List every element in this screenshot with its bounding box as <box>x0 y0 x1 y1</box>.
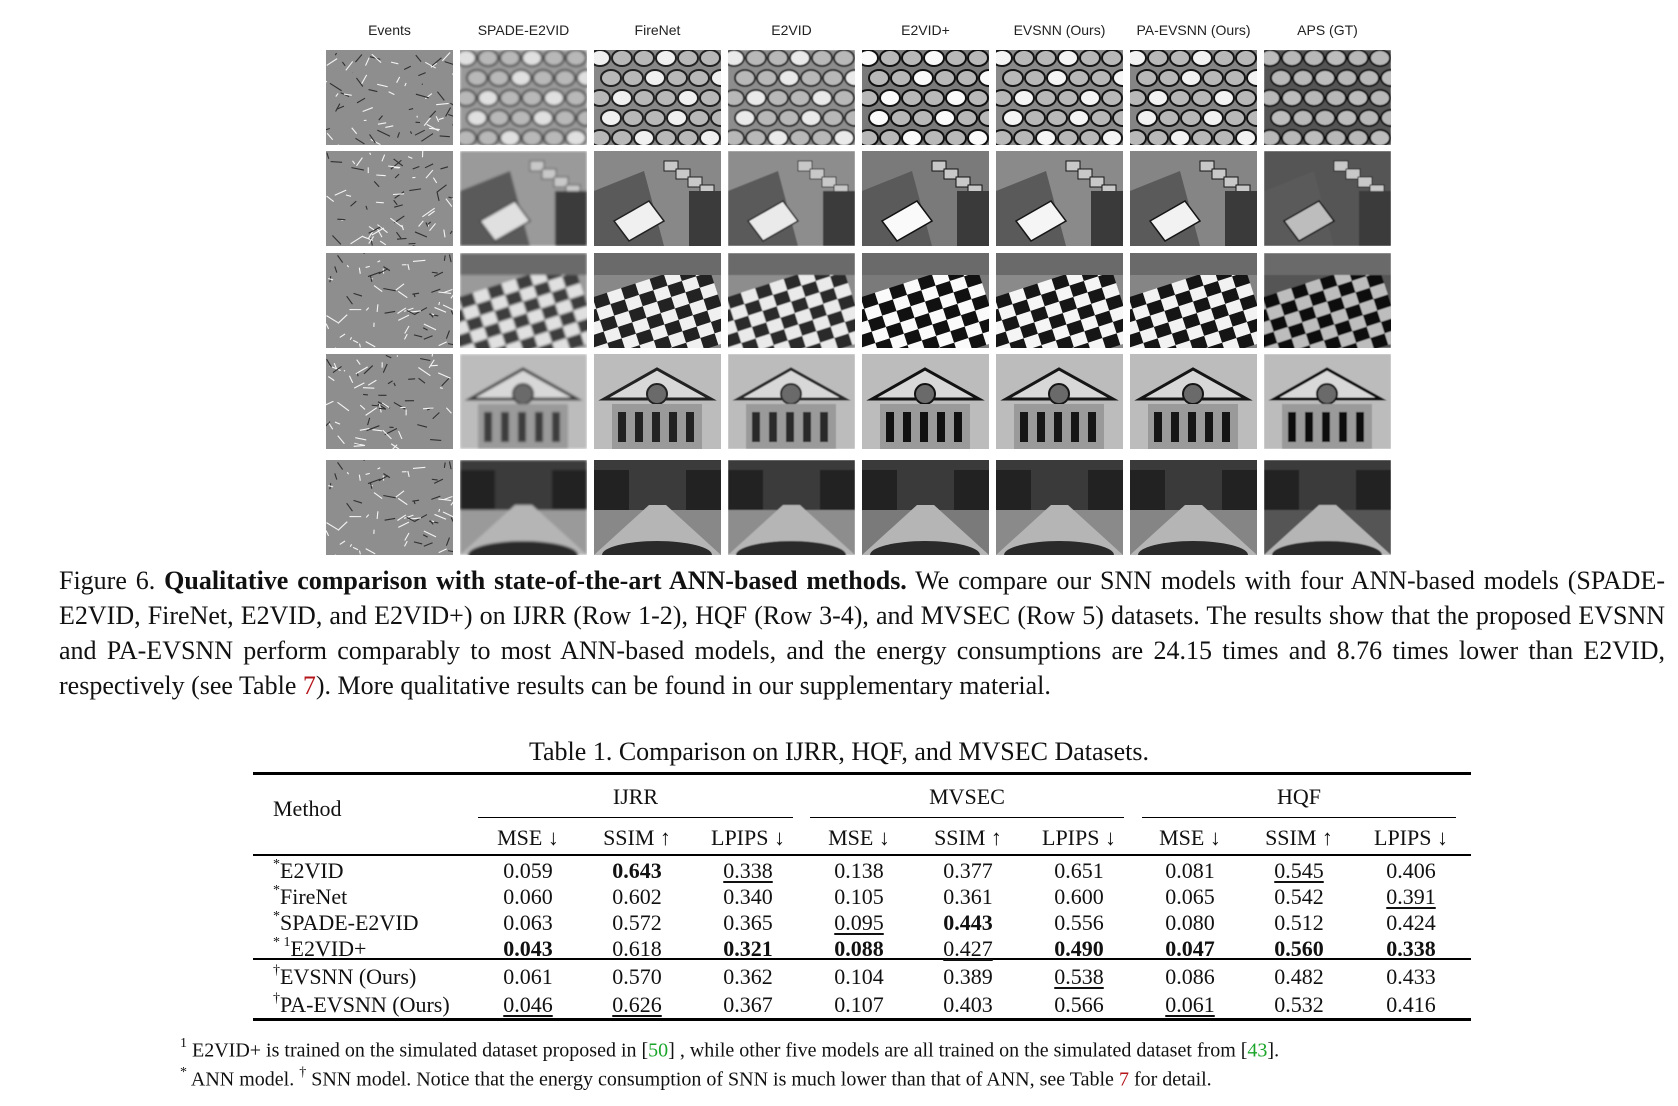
table-cell: 0.338 <box>1386 936 1436 961</box>
figure-tile-image <box>326 151 453 246</box>
figure-tile-image <box>1264 354 1391 449</box>
figure-tile-image <box>1264 253 1391 348</box>
footnote-2 <box>180 1067 1212 1092</box>
table-cell: 0.063 <box>503 910 553 935</box>
table-cell: 0.080 <box>1165 910 1215 935</box>
method-name: †EVSNN (Ours) <box>273 962 417 989</box>
figure-tile-image <box>1264 50 1391 145</box>
footnote-1-text: E2VID+ is trained on the simulated dataset proposed in [ <box>187 1039 649 1062</box>
figure-tile-image <box>862 50 989 145</box>
figure-tile <box>862 253 989 348</box>
table-cell: 0.065 <box>1165 884 1215 909</box>
figure-tile <box>1130 460 1257 555</box>
table-cell: 0.572 <box>612 910 662 935</box>
figure-tile <box>1130 50 1257 145</box>
table-cell: 0.443 <box>943 910 993 935</box>
figure-tile <box>594 50 721 145</box>
table-cell: 0.107 <box>834 992 884 1017</box>
table-cell: 0.643 <box>612 858 662 883</box>
figure-tile-image <box>326 50 453 145</box>
footnote-1 <box>180 1038 1279 1063</box>
footnote-2-mark-b: † <box>299 1065 307 1080</box>
figure-caption <box>59 563 1665 703</box>
figure-tile-image <box>996 354 1123 449</box>
table-cell: 0.424 <box>1386 910 1436 935</box>
figure-tile <box>594 460 721 555</box>
figure-tile-image <box>862 253 989 348</box>
metric-header: LPIPS ↓ <box>1042 825 1116 850</box>
figure-tile <box>728 253 855 348</box>
table-cell: 0.365 <box>723 910 773 935</box>
table-cell: 0.490 <box>1054 936 1104 961</box>
footnote-2-mark: * <box>180 1065 187 1080</box>
footnote-1-ref-50[interactable]: 50 <box>648 1039 669 1062</box>
figure-tile-image <box>728 253 855 348</box>
metric-header: SSIM ↑ <box>1265 825 1333 850</box>
caption-title: Qualitative comparison with state-of-the-art ANN-based methods. <box>164 566 907 595</box>
table-cell: 0.538 <box>1054 964 1104 989</box>
table-cell: 0.367 <box>723 992 773 1017</box>
figure-tile-image <box>996 253 1123 348</box>
metric-header: MSE ↓ <box>828 825 890 850</box>
figure-tile <box>1264 151 1391 246</box>
table-cell: 0.416 <box>1386 992 1436 1017</box>
figure-tile <box>326 151 453 246</box>
table-cell: 0.560 <box>1274 936 1324 961</box>
figure-tile-image <box>1130 460 1257 555</box>
figure-tile <box>862 354 989 449</box>
table-bottom-rule <box>253 1018 1471 1021</box>
figure-tile-image <box>460 354 587 449</box>
figure-tile-image <box>326 354 453 449</box>
figure-tile <box>996 151 1123 246</box>
figure-tile <box>996 50 1123 145</box>
column-label: E2VID+ <box>901 22 950 38</box>
table-cell: 0.542 <box>1274 884 1324 909</box>
figure-tile-image <box>326 460 453 555</box>
table-cell: 0.061 <box>503 964 553 989</box>
figure-tile-image <box>862 460 989 555</box>
figure-tile <box>728 151 855 246</box>
figure-tile-image <box>728 460 855 555</box>
table-cell: 0.105 <box>834 884 884 909</box>
figure-tile <box>862 50 989 145</box>
table-cell: 0.060 <box>503 884 553 909</box>
figure-tile-image <box>1130 50 1257 145</box>
table-cell: 0.403 <box>943 992 993 1017</box>
metric-header: SSIM ↑ <box>934 825 1002 850</box>
table-header-rule <box>253 854 1471 856</box>
figure-tile <box>862 460 989 555</box>
group-underline <box>810 817 1124 818</box>
column-label: E2VID <box>771 22 812 38</box>
table-cell: 0.361 <box>943 884 993 909</box>
table-cell: 0.088 <box>834 936 884 961</box>
table-top-rule <box>253 772 1471 775</box>
table-cell: 0.043 <box>503 936 553 961</box>
dataset-group-header: IJRR <box>612 784 659 809</box>
figure-tile-image <box>460 460 587 555</box>
figure-tile <box>594 253 721 348</box>
figure-tile-image <box>460 50 587 145</box>
table-cell: 0.532 <box>1274 992 1324 1017</box>
figure-tile-image <box>460 253 587 348</box>
table-cell: 0.600 <box>1054 884 1104 909</box>
column-label: Events <box>368 22 411 38</box>
table-cell: 0.047 <box>1165 936 1215 961</box>
figure-tile-image <box>996 151 1123 246</box>
figure-tile-image <box>460 151 587 246</box>
figure-tile <box>1264 50 1391 145</box>
figure-tile <box>326 460 453 555</box>
caption-body-end: ). More qualitative results can be found in our supplementary material. <box>315 671 1051 700</box>
table-cell: 0.104 <box>834 964 884 989</box>
footnote-2-text: ANN model. <box>187 1068 300 1091</box>
figure-tile <box>1264 253 1391 348</box>
caption-body: We compare our SNN models with four ANN-based models (SPADE-E2VID, FireNet, E2VID, and E2VID+) on IJRR (Row 1-2), HQF (Row 3-4), and MVSEC (Row 5) datasets. The results show that the proposed EVSNN and PA-EVSNN perform comparably to most ANN-based models, and the energy consumptions are 24.15 times and 8.76 times lower than E2VID, respectively (see Table <box>59 566 1666 700</box>
figure-tile-image <box>862 151 989 246</box>
footnote-2-text-2: SNN model. Notice that the energy consumption of SNN is much lower than that of ANN, see Table <box>306 1068 1119 1091</box>
column-label: SPADE-E2VID <box>477 22 570 38</box>
method-name: *SPADE-E2VID <box>273 908 419 935</box>
figure-tile <box>326 253 453 348</box>
table-cell: 0.338 <box>723 858 773 883</box>
metric-header: LPIPS ↓ <box>711 825 785 850</box>
dataset-group-header: MVSEC <box>929 784 1005 809</box>
table-cell: 0.059 <box>503 858 553 883</box>
group-underline <box>478 817 793 818</box>
figure-tile-image <box>862 354 989 449</box>
table-cell: 0.391 <box>1386 884 1436 909</box>
method-name: *E2VID <box>273 856 344 883</box>
figure-tile-image <box>594 354 721 449</box>
table-cell: 0.389 <box>943 964 993 989</box>
caption-table-ref[interactable]: 7 <box>302 671 316 700</box>
figure-tile <box>996 460 1123 555</box>
figure-tile-image <box>996 460 1123 555</box>
column-label: APS (GT) <box>1297 22 1358 38</box>
footnote-2-table-ref[interactable]: 7 <box>1118 1068 1129 1091</box>
metric-header: MSE ↓ <box>497 825 559 850</box>
figure-tile-image <box>728 50 855 145</box>
figure-tile <box>1130 151 1257 246</box>
table-cell: 0.545 <box>1274 858 1324 883</box>
table-cell: 0.081 <box>1165 858 1215 883</box>
table-cell: 0.377 <box>943 858 993 883</box>
metric-header: MSE ↓ <box>1159 825 1221 850</box>
footnote-1-text-3: ]. <box>1267 1039 1280 1062</box>
figure-tile <box>326 354 453 449</box>
footnote-1-text-2: ] , while other five models are all trained on the simulated dataset from [ <box>668 1039 1248 1062</box>
table-cell: 0.061 <box>1165 992 1215 1017</box>
table-cell: 0.618 <box>612 936 662 961</box>
figure-tile <box>326 50 453 145</box>
metric-header: SSIM ↑ <box>603 825 671 850</box>
table-cell: 0.626 <box>612 992 662 1017</box>
figure-tile-image <box>326 253 453 348</box>
figure-tile-image <box>594 460 721 555</box>
figure-tile-image <box>1130 253 1257 348</box>
table-cell: 0.321 <box>723 936 773 961</box>
dataset-group-header: HQF <box>1276 784 1321 809</box>
table-cell: 0.046 <box>503 992 553 1017</box>
table-cell: 0.602 <box>612 884 662 909</box>
figure-tile <box>460 354 587 449</box>
column-label: EVSNN (Ours) <box>1013 22 1106 38</box>
column-label: PA-EVSNN (Ours) <box>1136 22 1251 38</box>
table-cell: 0.406 <box>1386 858 1436 883</box>
caption-label: Figure 6. <box>59 566 156 595</box>
figure-tile-image <box>1264 460 1391 555</box>
table-cell: 0.138 <box>834 858 884 883</box>
figure-tile-image <box>728 354 855 449</box>
figure-tile <box>728 354 855 449</box>
table-cell: 0.570 <box>612 964 662 989</box>
figure-tile <box>728 50 855 145</box>
figure-tile <box>594 151 721 246</box>
figure-tile <box>1130 253 1257 348</box>
figure-tile <box>460 253 587 348</box>
table-cell: 0.362 <box>723 964 773 989</box>
table-cell: 0.556 <box>1054 910 1104 935</box>
figure-tile-image <box>1130 151 1257 246</box>
figure-tile-image <box>996 50 1123 145</box>
method-name: *FireNet <box>273 882 348 909</box>
table-cell: 0.086 <box>1165 964 1215 989</box>
method-name: * $^1$E2VID+ <box>273 934 367 961</box>
figure-tile <box>1130 354 1257 449</box>
figure-tile <box>728 460 855 555</box>
footnote-1-ref-43[interactable]: 43 <box>1247 1039 1268 1062</box>
figure-column-labels <box>326 22 1396 46</box>
table-cell: 0.433 <box>1386 964 1436 989</box>
method-header: Method <box>273 796 342 821</box>
figure-tile <box>460 460 587 555</box>
table-cell: 0.512 <box>1274 910 1324 935</box>
figure-tile-image <box>594 253 721 348</box>
table-cell: 0.340 <box>723 884 773 909</box>
method-name: †PA-EVSNN (Ours) <box>273 990 450 1017</box>
figure-tile-image <box>1130 354 1257 449</box>
figure-tile <box>460 151 587 246</box>
metric-header: LPIPS ↓ <box>1374 825 1448 850</box>
figure-tile-image <box>594 151 721 246</box>
column-label: FireNet <box>634 22 681 38</box>
table-cell: 0.651 <box>1054 858 1104 883</box>
table-cell: 0.566 <box>1054 992 1104 1017</box>
table-cell: 0.427 <box>943 936 993 961</box>
figure-tile <box>996 354 1123 449</box>
figure-tile <box>862 151 989 246</box>
figure-tile <box>1264 460 1391 555</box>
figure-tile <box>460 50 587 145</box>
figure-tile <box>1264 354 1391 449</box>
figure-tile <box>594 354 721 449</box>
group-underline <box>1142 817 1456 818</box>
footnote-2-text-3: for detail. <box>1128 1068 1212 1091</box>
table-cell: 0.482 <box>1274 964 1324 989</box>
footnote-1-mark: 1 <box>180 1036 187 1051</box>
table-cell: 0.095 <box>834 910 884 935</box>
figure-tile-image <box>1264 151 1391 246</box>
figure-tile <box>996 253 1123 348</box>
figure-tile-image <box>594 50 721 145</box>
table-title: Table 1. Comparison on IJRR, HQF, and MVSEC Datasets. <box>528 737 1150 766</box>
figure-tile-image <box>728 151 855 246</box>
